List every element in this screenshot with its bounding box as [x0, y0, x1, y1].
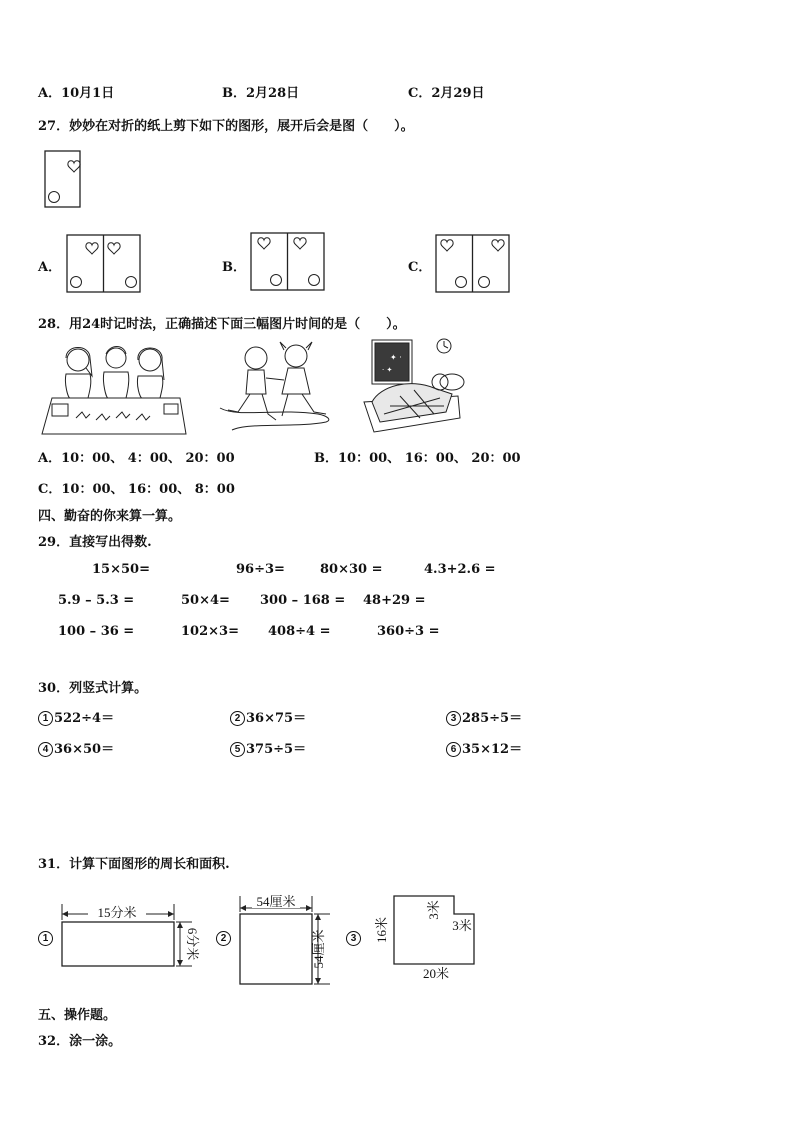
girl-dress	[282, 368, 310, 394]
pillow	[440, 374, 464, 390]
q29-cell: 408÷4 =	[268, 624, 331, 639]
q28-option-b: B．10：00、 16：00、 20：00	[314, 451, 521, 466]
q30-item	[38, 707, 114, 726]
heart-icon	[86, 243, 98, 254]
folded-paper-outline	[45, 151, 80, 207]
q30-expr: 522÷4＝	[54, 711, 115, 726]
circle-icon	[126, 277, 137, 288]
q29-cell: 102×3=	[181, 624, 239, 639]
q26-option-a	[38, 82, 114, 101]
circled-number: 6	[446, 742, 461, 757]
circled-number: 3	[346, 931, 361, 946]
q30-item	[230, 707, 306, 726]
q27-option-a-label: A．	[38, 260, 62, 275]
night-sky	[375, 343, 409, 381]
square-shape	[240, 914, 312, 984]
circle-icon	[71, 277, 82, 288]
heart-icon	[294, 238, 306, 249]
heart-icon	[492, 240, 504, 251]
q31-prompt: 31．计算下面图形的周长和面积.	[38, 857, 230, 872]
section-5-heading: 五、操作题。	[38, 1008, 117, 1023]
rectangle-figure-1	[56, 900, 206, 972]
q26-option-c-letter: C．	[408, 86, 432, 101]
q27-option-c-label: C．	[408, 260, 432, 275]
circle-icon	[479, 277, 490, 288]
child-body	[103, 372, 128, 398]
q27-prompt: 27．妙妙在对折的纸上剪下如下的图形，展开后会是图（ ）。	[38, 119, 414, 134]
child-head	[67, 349, 89, 371]
q26-option-b-letter: B．	[222, 86, 246, 101]
children-folding-cranes-illustration	[40, 338, 190, 438]
circled-number: 1	[38, 711, 53, 726]
heart-icon	[258, 238, 270, 249]
q29-cell: 360÷3 =	[377, 624, 440, 639]
q30-expr: 375÷5＝	[246, 742, 307, 757]
notch-horizontal-label: 3米	[452, 918, 472, 933]
quilt	[372, 384, 452, 422]
height-label: 6分米	[185, 927, 200, 961]
q29-cell: 50×4=	[181, 593, 230, 608]
q29-cell: 5.9 – 5.3 =	[58, 593, 135, 608]
left-side-label: 16米	[374, 916, 389, 944]
circled-number: 4	[38, 742, 53, 757]
q31-fig1-number	[38, 931, 54, 946]
q26-option-a-letter: A．	[38, 86, 62, 101]
q28-prompt: 28．用24时记时法，正确描述下面三幅图片时间的是（ ）。	[38, 317, 406, 332]
q28-option-c: C．10：00、 16：00、 8：00	[38, 482, 235, 497]
paper-stack	[164, 404, 178, 414]
circled-number: 5	[230, 742, 245, 757]
rectangle-shape	[62, 922, 174, 966]
children-running-illustration	[218, 338, 338, 438]
child-hair	[66, 348, 92, 377]
bottom-side-label: 20米	[422, 966, 450, 981]
clock-hands	[444, 341, 448, 348]
boy-legs	[228, 394, 276, 420]
q30-item	[38, 738, 114, 757]
star-icon: ✦ ·	[390, 353, 402, 362]
q29-cell: 48+29 =	[363, 593, 426, 608]
q26-option-c	[408, 82, 485, 101]
q27-option-b-label: B．	[222, 260, 246, 275]
q30-expr: 35×12＝	[462, 742, 523, 757]
star-icon: · ✦	[382, 366, 393, 374]
q29-cell: 4.3+2.6 =	[424, 562, 496, 577]
heart-icon	[68, 161, 80, 172]
height-label: 54厘米	[311, 929, 326, 969]
circle-icon	[271, 275, 282, 286]
girl-head	[285, 345, 307, 367]
q30-item	[446, 738, 522, 757]
circle-icon	[49, 192, 60, 203]
notch-vertical-label: 3米	[426, 900, 441, 920]
child-sleeping-illustration	[360, 336, 470, 440]
child-head	[106, 348, 126, 368]
q26-option-a-text: 10月1日	[61, 86, 115, 101]
q29-cell: 80×30 =	[320, 562, 383, 577]
circle-icon	[456, 277, 467, 288]
paper-stack	[52, 404, 68, 416]
q29-cell: 100 – 36 =	[58, 624, 135, 639]
circled-number: 3	[446, 711, 461, 726]
q30-item	[446, 707, 522, 726]
circled-number: 2	[216, 931, 231, 946]
girl-hair-bows	[280, 342, 312, 350]
paper-cranes	[76, 412, 150, 420]
q30-expr: 36×75＝	[246, 711, 307, 726]
boy-head	[245, 347, 267, 369]
heart-icon	[108, 243, 120, 254]
circle-icon	[309, 275, 320, 286]
width-label: 15分米	[97, 905, 137, 920]
q31-fig3-number	[346, 931, 362, 946]
q26-option-b	[222, 82, 299, 101]
child-head	[139, 349, 161, 371]
circled-number: 2	[230, 711, 245, 726]
q32-prompt: 32．涂一涂。	[38, 1034, 122, 1049]
q29-cell: 15×50=	[92, 562, 150, 577]
boy-body	[246, 370, 266, 394]
q30-expr: 285÷5＝	[462, 711, 523, 726]
q30-prompt: 30．列竖式计算。	[38, 681, 148, 696]
folded-paper-figure	[44, 150, 84, 210]
square-figure-2	[236, 890, 336, 990]
notched-shape-figure-3	[370, 890, 480, 986]
holding-hands	[266, 378, 284, 380]
q30-expr: 36×50＝	[54, 742, 115, 757]
circled-number: 1	[38, 931, 53, 946]
width-label: 54厘米	[256, 894, 296, 909]
heart-icon	[441, 240, 453, 251]
q26-option-c-text: 2月29日	[431, 86, 485, 101]
q27-option-c-figure	[435, 234, 511, 296]
q26-option-b-text: 2月28日	[246, 86, 300, 101]
q28-option-a: A．10：00、 4：00、 20：00	[38, 451, 235, 466]
q30-item	[230, 738, 306, 757]
q29-cell: 300 – 168 =	[260, 593, 346, 608]
q29-cell: 96÷3=	[236, 562, 285, 577]
q27-option-b-figure	[250, 232, 326, 294]
q29-prompt: 29．直接写出得数.	[38, 535, 152, 550]
q31-fig2-number	[216, 931, 232, 946]
section-4-heading: 四、勤奋的你来算一算。	[38, 509, 182, 524]
child-body	[65, 374, 90, 398]
child-body	[137, 376, 162, 398]
q27-option-a-figure	[66, 234, 142, 296]
